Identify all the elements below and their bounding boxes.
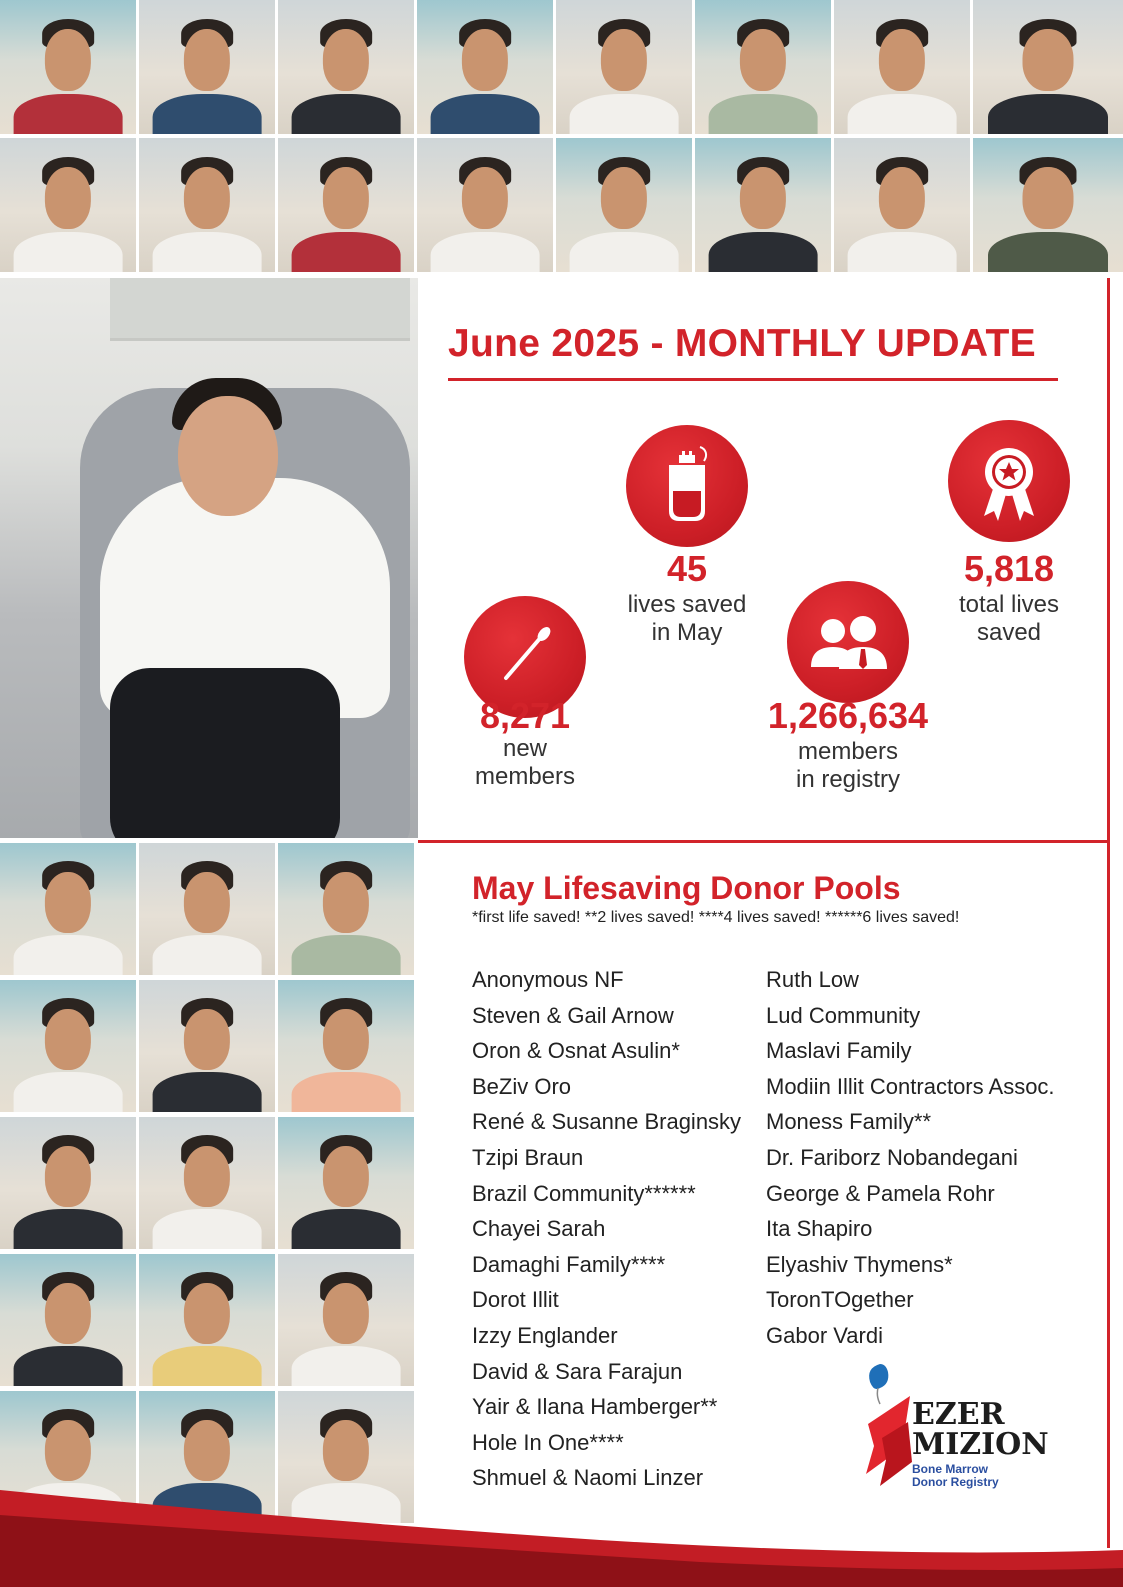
donor-photo (973, 0, 1123, 134)
list-item: Gabor Vardi (766, 1322, 883, 1348)
list-item: Hole In One**** (472, 1429, 624, 1455)
stat-number: 5,818 (963, 548, 1055, 589)
stat-label: new (502, 735, 548, 762)
list-item: Moness Family** (766, 1109, 932, 1135)
stat-label: members (474, 763, 576, 790)
donor-photo (695, 0, 831, 134)
list-item: Ruth Low (766, 967, 859, 992)
donor-photo (417, 138, 553, 272)
donor-photo (278, 980, 414, 1112)
blood-bag-icon (626, 425, 748, 547)
list-item: George & Pamela Rohr (766, 1180, 995, 1206)
list-item: Dorot Illit (472, 1287, 559, 1313)
logo-text: EZER MIZION (912, 1397, 1049, 1462)
list-item: Maslavi Family (766, 1038, 912, 1064)
list-item: Modiin Illit Contractors Assoc. (766, 1073, 1055, 1099)
donor-photo (834, 138, 970, 272)
list-item: BeZiv Oro (472, 1073, 572, 1099)
page-title: June 2025 - MONTHLY UPDATE (448, 322, 1058, 381)
donor-photo (278, 1254, 414, 1386)
list-item: Chayei Sarah (472, 1216, 606, 1242)
footer-wave (0, 1470, 1123, 1587)
donor-photo (139, 0, 275, 134)
list-item: Lud Community (766, 1002, 921, 1028)
donor-photo (0, 1254, 136, 1386)
list-item: Damaghi Family**** (472, 1251, 666, 1277)
donor-photo (973, 138, 1123, 272)
donor-photo (556, 138, 692, 272)
list-item: David & Sara Farajun (472, 1358, 683, 1384)
donor-photo (139, 843, 275, 975)
donor-list-right (766, 962, 1055, 1354)
stat-label: saved (976, 619, 1042, 646)
people-icon (787, 581, 909, 703)
featured-donor-photo (0, 278, 418, 838)
donor-pools-legend: *first life saved! **2 lives saved! ****4 lives saved! ******6 lives saved! (472, 909, 960, 926)
list-item: ToronTOgether (766, 1287, 914, 1313)
stat-number: 8,271 (479, 695, 571, 736)
donor-photo (695, 138, 831, 272)
list-item: Dr. Fariborz Nobandegani (766, 1144, 1018, 1170)
list-item: René & Susanne Braginsky (472, 1109, 742, 1135)
list-item: Steven & Gail Arnow (472, 1002, 674, 1028)
list-item: Yair & Ilana Hamberger** (472, 1394, 718, 1420)
stat-label: in registry (795, 766, 901, 793)
stat-label: in May (651, 619, 723, 646)
list-item: Elyashiv Thymens* (766, 1251, 953, 1277)
stat-number: 45 (666, 548, 708, 589)
donor-photo (834, 0, 970, 134)
list-item: Tzipi Braun (472, 1144, 584, 1170)
donor-photo (0, 980, 136, 1112)
stat-label: lives saved (627, 591, 747, 618)
donor-photo (278, 843, 414, 975)
donor-photo (278, 0, 414, 134)
list-item: Anonymous NF (472, 967, 624, 992)
donor-photo (0, 0, 136, 134)
list-item: Izzy Englander (472, 1322, 618, 1348)
donor-photo (139, 980, 275, 1112)
donor-photo (0, 138, 136, 272)
donor-photo (278, 138, 414, 272)
donor-list-left (472, 962, 741, 1496)
donor-photo (278, 1117, 414, 1249)
award-ribbon-icon (948, 420, 1070, 542)
list-item: Shmuel & Naomi Linzer (472, 1465, 704, 1491)
donor-photo (0, 1117, 136, 1249)
list-item: Brazil Community****** (472, 1180, 696, 1206)
list-item: Oron & Osnat Asulin* (472, 1038, 680, 1064)
stat-label: members (797, 738, 899, 765)
donor-photo (417, 0, 553, 134)
donor-photo (139, 1117, 275, 1249)
donor-photo (139, 1254, 275, 1386)
red-divider-vertical (1107, 278, 1110, 1548)
donor-photo (556, 0, 692, 134)
stat-number: 1,266,634 (767, 695, 929, 736)
stat-label: total lives (958, 591, 1060, 618)
donor-photo (139, 138, 275, 272)
donor-pools-title: May Lifesaving Donor Pools (472, 870, 901, 906)
logo-subtitle: Bone Marrow Donor Registry (912, 1462, 999, 1489)
list-item: Ita Shapiro (766, 1216, 873, 1242)
red-divider-horizontal (418, 840, 1110, 843)
donor-photo (0, 843, 136, 975)
